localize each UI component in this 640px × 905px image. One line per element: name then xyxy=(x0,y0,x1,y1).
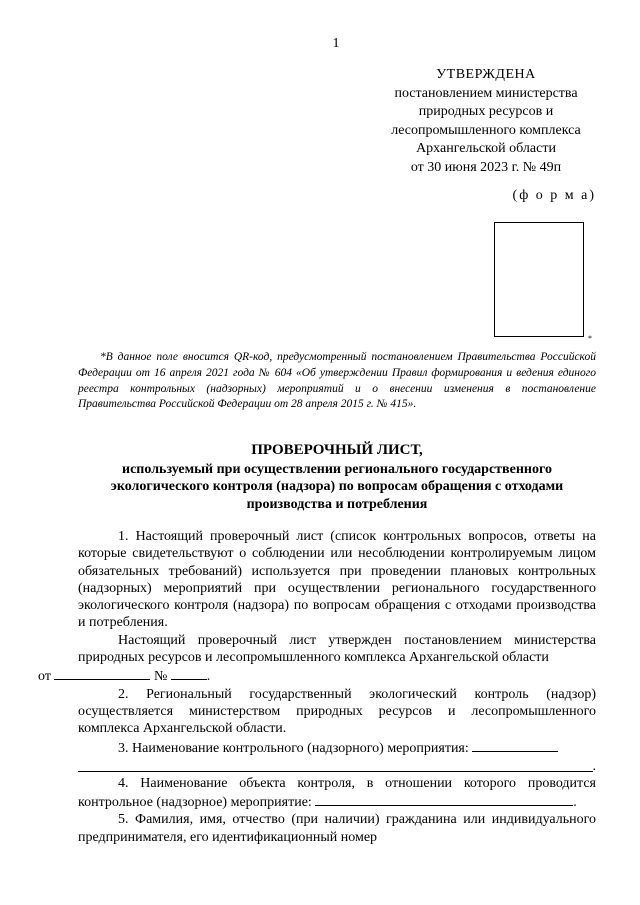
approval-line: природных ресурсов и xyxy=(418,104,554,120)
page-number: 1 xyxy=(332,36,340,51)
paragraph-6: 5. Фамилия, имя, отчество (при наличии) гражданина или индивидуального предпринимателя, его идентификационный номер xyxy=(78,812,596,845)
footnote: *В данное поле вносится QR-код, предусмотренный постановлением Правительства Российской Федерации от 16 апреля 2021 года № 604 «Об утверждении Правил формирования и ведения единого реестра контрольных (надзорных) мероприятий и о внесении изменения в постановление Правительства Российской Федерации от 28 апреля 2015 г. № 415». xyxy=(78,351,596,411)
paragraph-5-end: . xyxy=(573,795,577,811)
paragraph-4-end: . xyxy=(592,758,596,774)
paragraph-2-text: Настоящий проверочный лист утвержден постановлением министерства природных ресурсов и лесопромышленного комплекса Архангельской области xyxy=(78,632,596,666)
number-blank xyxy=(171,666,207,680)
paragraph-5 xyxy=(78,775,596,812)
date-blank xyxy=(54,666,150,680)
document-body xyxy=(38,528,596,846)
paragraph-2-from: от xyxy=(38,669,51,685)
event-name-blank-line xyxy=(78,757,593,772)
event-name-blank xyxy=(472,738,558,752)
paragraph-4 xyxy=(78,738,596,757)
paragraph-2-end: . xyxy=(206,669,211,685)
approval-line: лесопромышленного комплекса xyxy=(391,122,581,138)
object-name-blank xyxy=(315,792,573,806)
paragraph-4-text: 3. Наименование контрольного (надзорного) мероприятия: xyxy=(118,740,469,756)
title-main: ПРОВЕРОЧНЫЙ ЛИСТ, xyxy=(251,442,423,458)
paragraph-2-no: № xyxy=(153,669,168,685)
event-name-line xyxy=(78,757,596,775)
title-sub: используемый при осуществлении регионального государственного экологического контроля (надзора) по вопросам обращения с отходами производства и потребления xyxy=(110,461,564,512)
qr-code-placeholder xyxy=(494,222,584,337)
paragraph-5-text: 4. Наименование объекта контроля, в отношении которого проводится контрольное (надзорное) мероприятие: xyxy=(78,775,596,811)
paragraph-1: 1. Настоящий проверочный лист (список контрольных вопросов, ответы на которые свидетельствуют о соблюдении или несоблюдении контролируемым лицом обязательных требований) используется при проведении плановых контрольных (надзорных) мероприятий при осуществлении регионального государственного экологического контроля (надзора) по вопросам обращения с отходами производства и потребления. xyxy=(78,529,596,631)
approval-stamp xyxy=(372,66,600,178)
paragraph-3: 2. Региональный государственный экологический контроль (надзор) осуществляется министерством природных ресурсов и лесопромышленного комплекса Архангельской области. xyxy=(78,686,596,737)
approval-head: УТВЕРЖДЕНА xyxy=(436,67,536,82)
form-label: (ф о р м а) xyxy=(512,188,596,203)
approval-line: Архангельской области xyxy=(416,141,556,157)
qr-footnote-marker: * xyxy=(588,334,592,343)
document-title xyxy=(78,442,596,513)
approval-line: от 30 июня 2023 г. № 49п xyxy=(410,159,562,175)
approval-line: постановлением министерства xyxy=(394,85,578,101)
paragraph-2 xyxy=(38,632,596,686)
